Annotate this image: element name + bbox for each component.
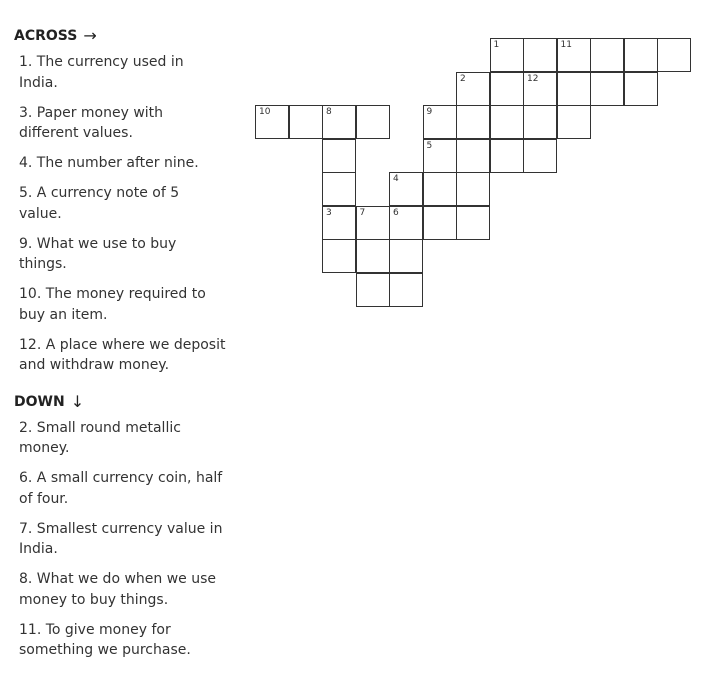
down-clue: 11. To give money for something we purchase. xyxy=(19,621,191,658)
grid-cell[interactable] xyxy=(490,72,524,106)
grid-cell[interactable] xyxy=(490,105,524,139)
grid-cell[interactable] xyxy=(490,139,524,173)
grid-cell[interactable] xyxy=(423,172,457,206)
grid-cell[interactable] xyxy=(322,139,356,173)
grid-cell[interactable] xyxy=(523,105,557,139)
grid-cell[interactable] xyxy=(657,38,691,72)
clue-number: 10 xyxy=(259,107,271,117)
grid-cell[interactable] xyxy=(389,172,423,206)
across-clue: 9. What we use to buy things. xyxy=(19,235,177,272)
grid-cell[interactable] xyxy=(456,206,490,240)
grid-cell[interactable] xyxy=(322,239,356,273)
clue-number: 12 xyxy=(527,73,539,84)
grid-cell[interactable] xyxy=(456,172,490,206)
grid-cell[interactable] xyxy=(389,206,423,240)
grid-cell[interactable] xyxy=(423,105,457,139)
grid-cell[interactable] xyxy=(523,72,557,106)
across-clue: 3. Paper money with different values. xyxy=(19,104,164,141)
grid-cell[interactable] xyxy=(590,38,624,72)
clue-number: 7 xyxy=(359,207,366,218)
down-clue: 8. What we do when we use money to buy things. xyxy=(19,571,217,608)
across-clue: 12. A place where we deposit and withdraw money. xyxy=(19,336,226,373)
grid-cell[interactable] xyxy=(389,273,423,307)
grid-cell[interactable] xyxy=(255,105,289,139)
grid-cell[interactable] xyxy=(557,72,591,106)
across-clue: 4. The number after nine. xyxy=(19,155,199,171)
clue-number: 3 xyxy=(326,207,332,218)
grid-cell[interactable] xyxy=(624,38,658,72)
grid-cell[interactable] xyxy=(490,38,524,72)
grid-cell[interactable] xyxy=(557,105,591,139)
right-arrow-icon: → xyxy=(83,26,97,45)
grid-cell[interactable] xyxy=(523,139,557,173)
down-arrow-icon: ↓ xyxy=(70,391,85,411)
clue-number: 8 xyxy=(326,107,332,117)
grid-cell[interactable] xyxy=(356,273,390,307)
clue-number: 9 xyxy=(426,107,433,117)
grid-cell[interactable] xyxy=(322,172,356,206)
grid-cell[interactable] xyxy=(356,105,390,139)
grid-cell[interactable] xyxy=(590,72,624,106)
grid-cell[interactable] xyxy=(423,139,457,173)
grid-cell[interactable] xyxy=(557,38,591,72)
grid-cell[interactable] xyxy=(624,72,658,106)
clue-number: 6 xyxy=(393,207,399,218)
grid-cell[interactable] xyxy=(356,206,390,240)
grid-cell[interactable] xyxy=(289,105,323,139)
grid-cell[interactable] xyxy=(523,38,557,72)
grid-cell[interactable] xyxy=(389,239,423,273)
clue-number: 5 xyxy=(426,140,433,151)
down-clue: 7. Smallest currency value in India. xyxy=(19,520,223,557)
across-clue: 1. The currency used in India. xyxy=(19,54,184,91)
grid-cell[interactable] xyxy=(456,105,490,139)
clue-number: 11 xyxy=(560,40,572,50)
clue-number: 2 xyxy=(460,73,466,84)
clue-number: 4 xyxy=(393,174,399,184)
grid-cell[interactable] xyxy=(423,206,457,240)
grid-cell[interactable] xyxy=(456,139,490,173)
down-title: DOWN xyxy=(14,393,65,410)
grid-cell[interactable] xyxy=(322,105,356,139)
across-clue: 10. The money required to buy an item. xyxy=(19,286,206,323)
grid-cell[interactable] xyxy=(322,206,356,240)
down-clue: 2. Small round metallic money. xyxy=(19,419,181,456)
grid-cell[interactable] xyxy=(456,72,490,106)
down-clue: 6. A small currency coin, half of four. xyxy=(19,470,223,507)
across-title: ACROSS xyxy=(14,28,78,44)
grid-cell[interactable] xyxy=(356,239,390,273)
across-clue: 5. A currency note of 5 value. xyxy=(19,185,180,222)
clue-number: 1 xyxy=(493,40,500,50)
